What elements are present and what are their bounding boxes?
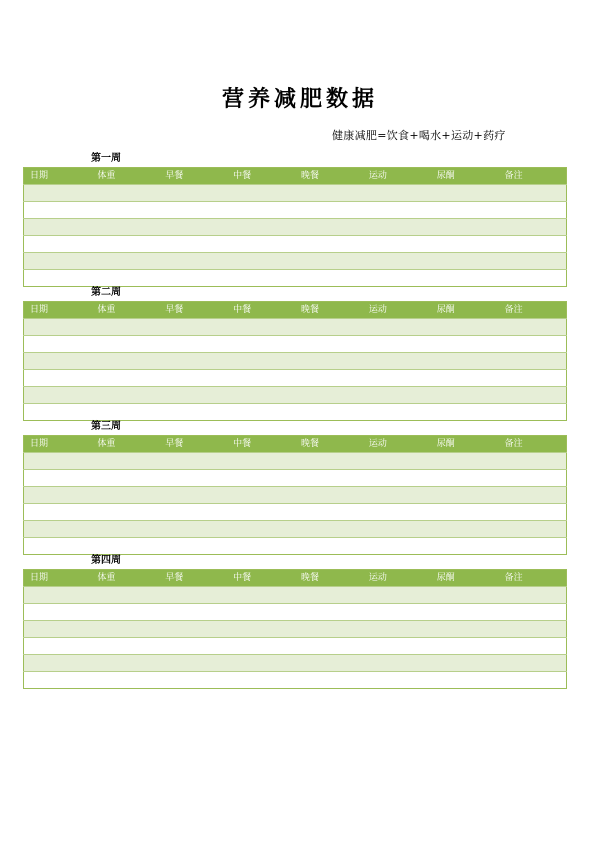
page-title: 营养减肥数据 xyxy=(221,86,378,112)
table-cell[interactable] xyxy=(24,202,567,219)
col-date: 日期 xyxy=(24,302,92,319)
table-row xyxy=(24,621,567,638)
table-row xyxy=(24,236,567,253)
table-cell[interactable] xyxy=(24,253,567,270)
table-cell[interactable] xyxy=(24,587,567,604)
header-row xyxy=(24,168,567,185)
col-notes: 备注 xyxy=(499,302,567,319)
col-dinner: 晚餐 xyxy=(295,570,363,587)
week-table xyxy=(23,167,567,287)
table-cell[interactable] xyxy=(24,336,567,353)
col-urine-ketone: 尿酮 xyxy=(431,302,499,319)
col-urine-ketone: 尿酮 xyxy=(431,570,499,587)
week-label: 第三周 xyxy=(91,421,121,432)
col-breakfast: 早餐 xyxy=(159,570,227,587)
col-date: 日期 xyxy=(24,570,92,587)
table-cell[interactable] xyxy=(24,219,567,236)
table-cell[interactable] xyxy=(24,319,567,336)
table-row xyxy=(24,453,567,470)
table-cell[interactable] xyxy=(24,470,567,487)
week-label: 第二周 xyxy=(91,287,121,298)
table-row xyxy=(24,587,567,604)
weeks-container xyxy=(23,150,567,686)
col-urine-ketone: 尿酮 xyxy=(431,168,499,185)
table-row xyxy=(24,185,567,202)
header-row xyxy=(24,570,567,587)
week-section-2 xyxy=(23,284,567,418)
week-section-1 xyxy=(23,150,567,284)
table-row xyxy=(24,253,567,270)
table-row xyxy=(24,470,567,487)
col-lunch: 中餐 xyxy=(227,436,295,453)
week-section-4 xyxy=(23,552,567,686)
table-row xyxy=(24,504,567,521)
col-exercise: 运动 xyxy=(363,302,431,319)
col-notes: 备注 xyxy=(499,168,567,185)
table-cell[interactable] xyxy=(24,236,567,253)
table-cell[interactable] xyxy=(24,504,567,521)
table-row xyxy=(24,672,567,689)
col-dinner: 晚餐 xyxy=(295,302,363,319)
col-exercise: 运动 xyxy=(363,168,431,185)
table-row xyxy=(24,655,567,672)
col-date: 日期 xyxy=(24,168,92,185)
week-table xyxy=(23,569,567,689)
week-label: 第一周 xyxy=(91,153,121,164)
table-row xyxy=(24,387,567,404)
col-breakfast: 早餐 xyxy=(159,436,227,453)
table-cell[interactable] xyxy=(24,453,567,470)
col-weight: 体重 xyxy=(91,436,159,453)
table-row xyxy=(24,202,567,219)
table-cell[interactable] xyxy=(24,353,567,370)
table-cell[interactable] xyxy=(24,604,567,621)
table-row xyxy=(24,319,567,336)
week-table xyxy=(23,301,567,421)
table-cell[interactable] xyxy=(24,487,567,504)
header-row xyxy=(24,302,567,319)
week-section-3 xyxy=(23,418,567,552)
col-weight: 体重 xyxy=(91,570,159,587)
table-cell[interactable] xyxy=(24,521,567,538)
col-breakfast: 早餐 xyxy=(159,302,227,319)
col-breakfast: 早餐 xyxy=(159,168,227,185)
table-row xyxy=(24,521,567,538)
table-row xyxy=(24,353,567,370)
col-exercise: 运动 xyxy=(363,436,431,453)
col-notes: 备注 xyxy=(499,570,567,587)
table-row xyxy=(24,219,567,236)
week-label: 第四周 xyxy=(91,555,121,566)
table-cell[interactable] xyxy=(24,370,567,387)
table-cell[interactable] xyxy=(24,387,567,404)
table-cell[interactable] xyxy=(24,621,567,638)
table-cell[interactable] xyxy=(24,672,567,689)
col-date: 日期 xyxy=(24,436,92,453)
col-weight: 体重 xyxy=(91,302,159,319)
week-table xyxy=(23,435,567,555)
col-dinner: 晚餐 xyxy=(295,436,363,453)
table-row xyxy=(24,604,567,621)
col-lunch: 中餐 xyxy=(227,570,295,587)
header-row xyxy=(24,436,567,453)
col-exercise: 运动 xyxy=(363,570,431,587)
col-dinner: 晚餐 xyxy=(295,168,363,185)
table-cell[interactable] xyxy=(24,185,567,202)
col-lunch: 中餐 xyxy=(227,168,295,185)
subtitle: 健康减肥=饮食+喝水+运动+药疗 xyxy=(332,129,506,142)
col-weight: 体重 xyxy=(91,168,159,185)
col-urine-ketone: 尿酮 xyxy=(431,436,499,453)
col-notes: 备注 xyxy=(499,436,567,453)
table-row xyxy=(24,336,567,353)
table-row xyxy=(24,638,567,655)
table-cell[interactable] xyxy=(24,638,567,655)
table-cell[interactable] xyxy=(24,655,567,672)
col-lunch: 中餐 xyxy=(227,302,295,319)
table-row xyxy=(24,370,567,387)
table-row xyxy=(24,487,567,504)
